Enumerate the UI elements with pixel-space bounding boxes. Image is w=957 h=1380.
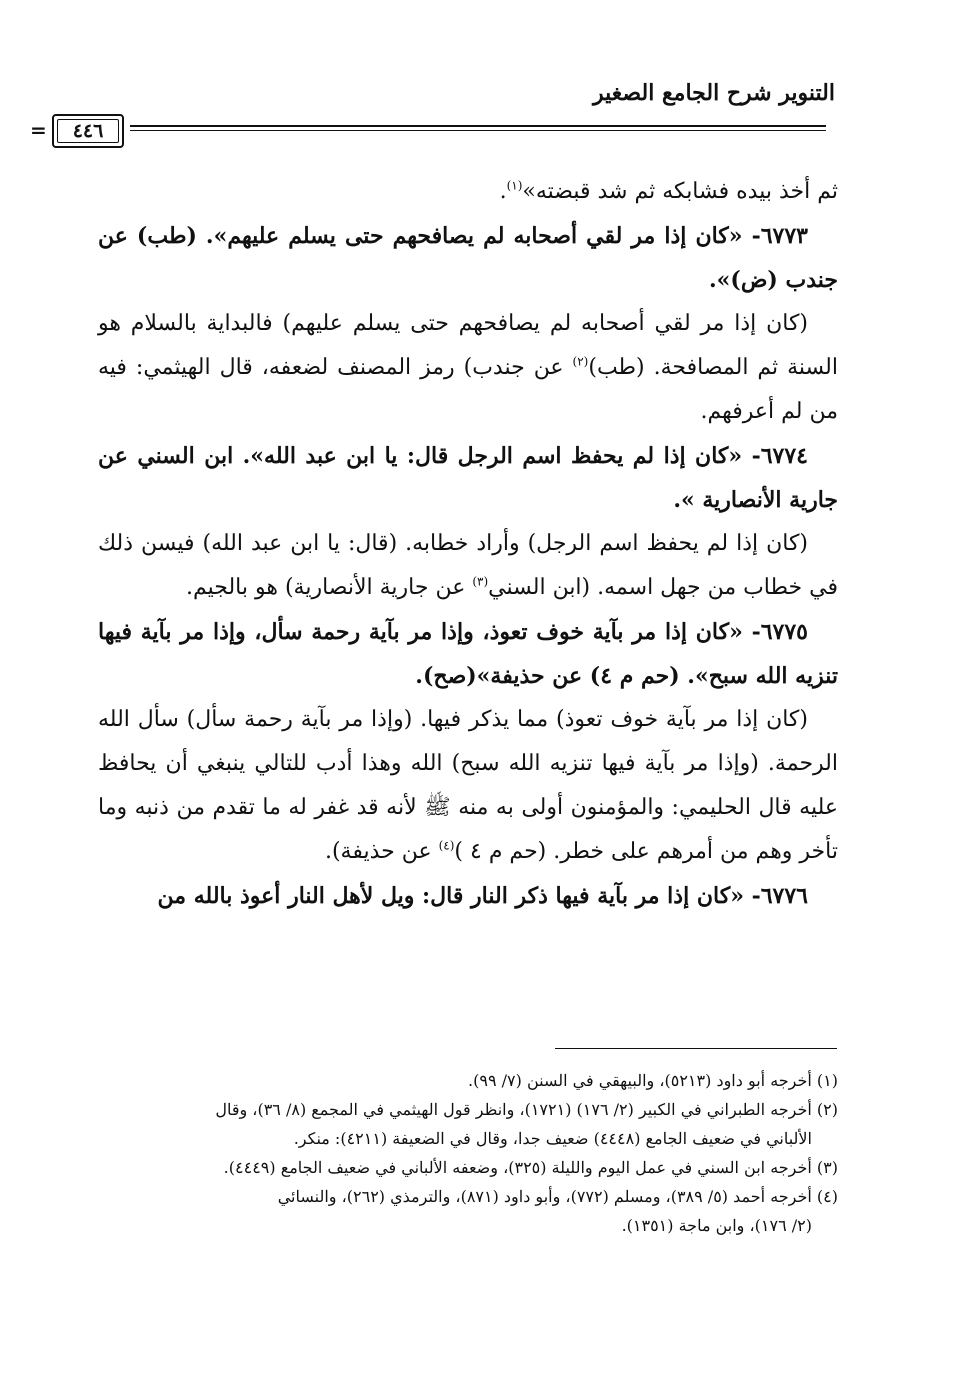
hadith-6773: ٦٧٧٣- «كان إذا مر لقي أصحابه لم يصافحهم حتى يسلم عليهم». (طب) عن جندب (ض)». <box>98 223 838 293</box>
hadith-6774: ٦٧٧٤- «كان إذا لم يحفظ اسم الرجل قال: يا ابن عبد الله». ابن السني عن جارية الأنصارية ». <box>98 443 838 513</box>
footnote-separator <box>555 1048 837 1049</box>
footnote-2-cont: الألباني في ضعيف الجامع (٤٤٤٨) ضعيف جدا، وقال في الضعيفة (٤٢١١): منكر. <box>293 1129 812 1148</box>
header-rule <box>130 125 826 127</box>
footnote-ref: (١) <box>506 178 523 193</box>
page-number-box <box>52 114 124 148</box>
header-mark: = <box>30 118 47 142</box>
book-title: التنوير شرح الجامع الصغير <box>593 80 835 106</box>
footnote-3: (٣) أخرجه ابن السني في عمل اليوم والليلة (٣٢٥)، وضعفه الألباني في ضعيف الجامع (٤٤٤٩). <box>223 1158 838 1177</box>
commentary-6773: (كان إذا مر لقي أصحابه لم يصافحهم حتى يسلم عليهم) فالبداية بالسلام هو السنة ثم المصافحة. (طب)$^{(٢)}$ عن جندب) رمز المصنف لضعفه، قال الهيثمي: فيه من لم أعرفهم. <box>98 311 838 424</box>
footnote-ref: (٢) <box>572 354 589 369</box>
body-text <box>98 170 838 918</box>
hadith-6775: ٦٧٧٥- «كان إذا مر بآية خوف تعوذ، وإذا مر بآية رحمة سأل، وإذا مر بآية فيها تنزيه الله سبح». (حم م ٤) عن حذيفة»(صح). <box>98 619 838 689</box>
footnote-ref: (٤) <box>438 838 455 853</box>
footnote-4-cont: (٢/ ١٧٦)، وابن ماجة (١٣٥١). <box>621 1216 812 1235</box>
header-rule-thin <box>130 130 826 131</box>
commentary-6775: (كان إذا مر بآية خوف تعوذ) مما يذكر فيها. (وإذا مر بآية رحمة سأل) سأل الله الرحمة. (وإذا مر بآية فيها تنزيه الله سبح) الله وهذا أدب للتالي ينبغي أن يحافظ عليه قال الحليمي: والمؤمنون أولى به منه ﷺ لأنه قد غفر له ما تقدم من ذنبه وما تأخر وهم من أمرهم على خطر. (حم م ٤ )$^{(٤)}$ عن حذيفة). <box>98 707 838 864</box>
page-number: ٤٤٦ <box>72 120 104 142</box>
footnote-4: (٤) أخرجه أحمد (٥/ ٣٨٩)، ومسلم (٧٧٢)، وأبو داود (٨٧١)، والترمذي (٢٦٢)، والنسائي <box>277 1187 838 1206</box>
footnote-ref: (٣) <box>472 574 489 589</box>
footnotes <box>98 1066 838 1240</box>
paragraph-continuation: ثم أخذ بيده فشابكه ثم شد قبضته»$^{(١)}$. <box>499 178 838 204</box>
footnote-2: (٢) أخرجه الطبراني في الكبير (٢/ ١٧٦) (١٧٢١)، وانظر قول الهيثمي في المجمع (٨/ ٣٦)، وقال <box>215 1100 838 1119</box>
hadith-6776: ٦٧٧٦- «كان إذا مر بآية فيها ذكر النار قال: ويل لأهل النار أعوذ بالله من <box>157 883 808 909</box>
commentary-6774: (كان إذا لم يحفظ اسم الرجل) وأراد خطابه. (قال: يا ابن عبد الله) فيسن ذلك في خطاب من جهل اسمه. (ابن السني$^{(٣)}$ عن جارية الأنصارية) هو بالجيم. <box>98 531 838 600</box>
footnote-1: (١) أخرجه أبو داود (٥٢١٣)، والبيهقي في السنن (٧/ ٩٩). <box>468 1071 838 1090</box>
